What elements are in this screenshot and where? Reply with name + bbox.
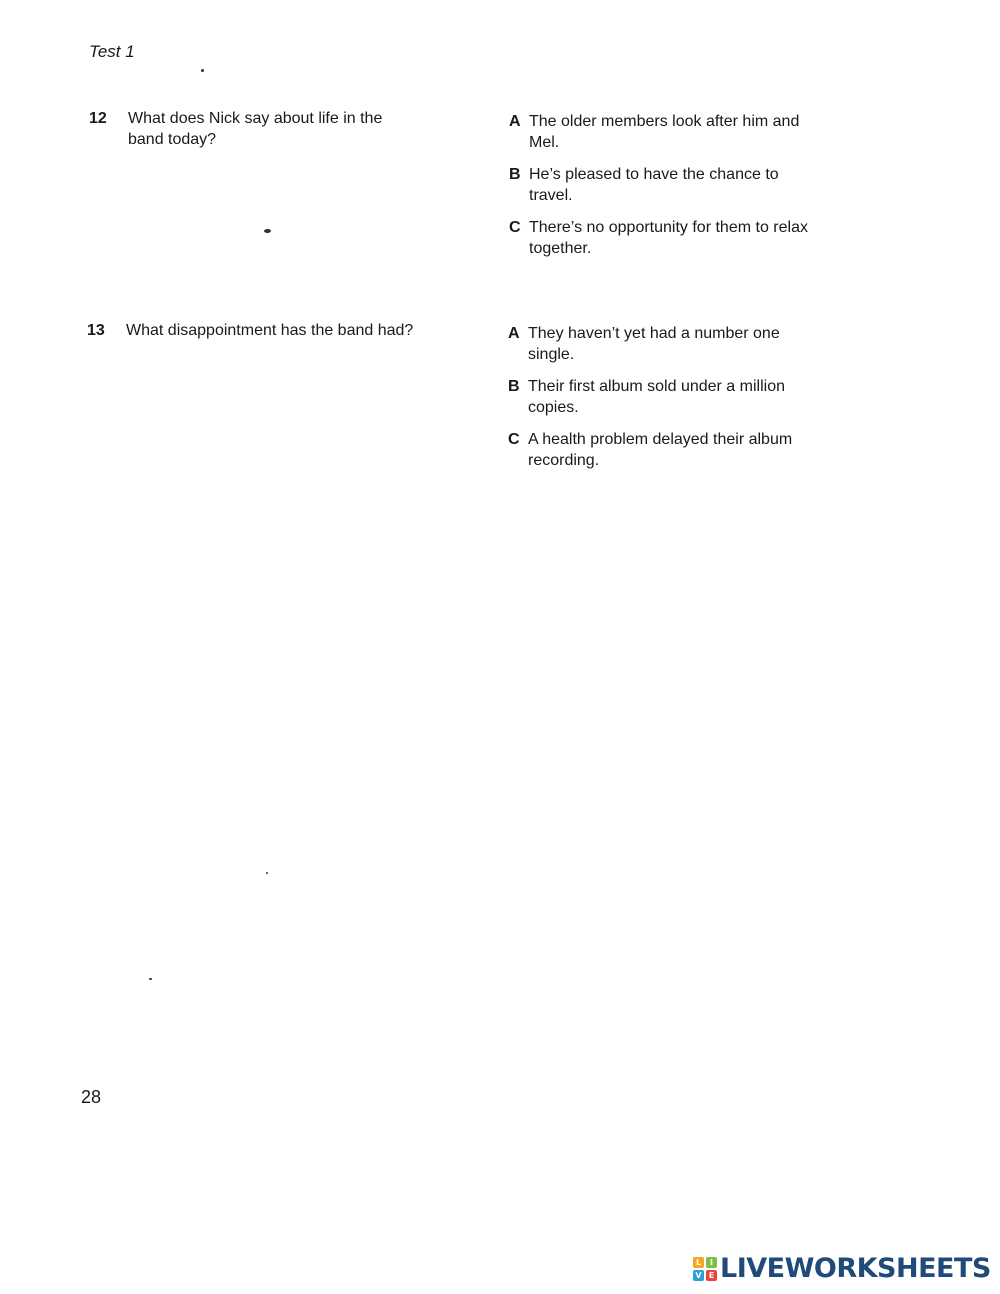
option-letter: C	[508, 431, 520, 448]
option-c[interactable]	[508, 429, 818, 471]
option-letter: A	[509, 113, 521, 130]
scan-speck	[149, 978, 152, 980]
option-text: There’s no opportunity for them to relax together.	[529, 219, 808, 257]
question-text: What does Nick say about life in the band today?	[128, 110, 383, 148]
liveworksheets-logo	[693, 1253, 991, 1284]
logo-cell-v: V	[693, 1270, 704, 1281]
option-text: They haven’t yet had a number one single.	[528, 325, 780, 363]
question-12-options	[509, 111, 819, 270]
scan-speck	[201, 69, 204, 72]
option-c[interactable]	[509, 217, 819, 259]
question-number: 12	[89, 110, 107, 127]
option-letter: C	[509, 219, 521, 236]
scan-speck	[266, 872, 268, 874]
option-b[interactable]	[509, 164, 819, 206]
question-number: 13	[87, 322, 105, 339]
page-header-title: Test 1	[89, 42, 135, 61]
option-letter: B	[509, 166, 521, 183]
logo-mark-icon	[693, 1257, 717, 1281]
option-a[interactable]	[509, 111, 819, 153]
option-letter: B	[508, 378, 520, 395]
option-text: A health problem delayed their album recording.	[528, 431, 793, 469]
question-13-options	[508, 323, 818, 482]
option-text: The older members look after him and Mel.	[529, 113, 800, 151]
logo-cell-e: E	[706, 1270, 717, 1281]
option-b[interactable]	[508, 376, 818, 418]
option-text: He’s pleased to have the chance to travel.	[529, 166, 779, 204]
option-a[interactable]	[508, 323, 818, 365]
logo-cell-l: L	[693, 1257, 704, 1268]
option-letter: A	[508, 325, 520, 342]
option-text: Their first album sold under a million copies.	[528, 378, 785, 416]
question-text: What disappointment has the band had?	[126, 322, 414, 339]
logo-text: LIVEWORKSHEETS	[720, 1253, 991, 1284]
page-number: 28	[81, 1087, 102, 1107]
scan-speck	[264, 229, 271, 233]
logo-cell-i: I	[706, 1257, 717, 1268]
